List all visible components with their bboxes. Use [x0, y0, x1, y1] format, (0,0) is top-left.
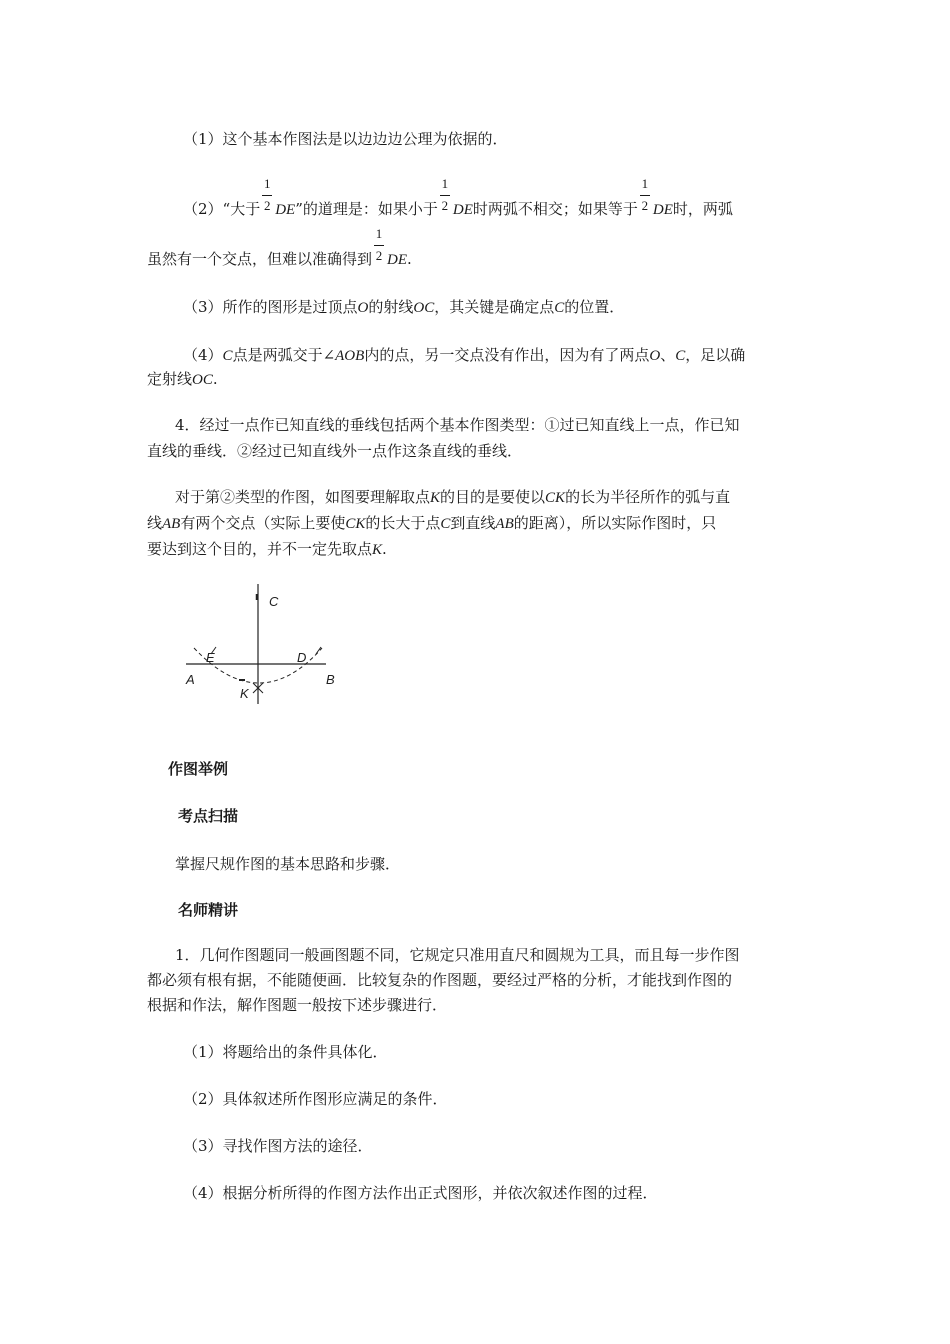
fraction-half: $\frac{1}{2}$: [641, 176, 649, 213]
fraction-half: $\frac{1}{2}$: [263, 176, 271, 213]
label-d: D: [297, 650, 307, 665]
paragraph-1: （1）这个基本作图法是以边边边公理为依据的．: [183, 130, 508, 148]
paragraph-3: （3）所作的图形是过顶点O的射线OC，其关键是确定点C的位置．: [183, 298, 625, 316]
heading-lecture: 名师精讲: [178, 901, 239, 919]
step-3: （3）寻找作图方法的途径．: [183, 1137, 373, 1155]
paragraph-7-line-1: 1．几何作图题同一般画图题不同，它规定只准用直尺和圆规为工具，而且每一步作图: [175, 946, 740, 964]
perpendicular-construction-figure: [180, 578, 350, 708]
step-1: （1）将题给出的条件具体化．: [183, 1043, 388, 1061]
label-b: B: [326, 672, 335, 687]
label-e: E: [206, 650, 215, 665]
paragraph-5-line-2: 直线的垂线．②经过已知直线外一点作这条直线的垂线．: [147, 442, 523, 460]
label-k: K: [240, 686, 249, 701]
paragraph-2-line-1: （2）“大于 $\frac{1}{2}$ DE”的道理是：如果小于 $\frac{1}{2}$ DE时两弧不相交；如果等于 $\frac{1}{2}$ DE时，两弧: [183, 198, 733, 221]
step-4: （4）根据分析所得的作图方法作出正式图形，并依次叙述作图的过程．: [183, 1184, 658, 1202]
paragraph-7-line-2: 都必须有根有据，不能随便画．比较复杂的作图题，要经过严格的分析，才能找到作图的: [147, 971, 733, 989]
step-2: （2）具体叙述所作图形应满足的条件．: [183, 1090, 448, 1108]
paragraph-6-line-2: 线AB有两个交点（实际上要使CK的长大于点C到直线AB的距离），所以实际作图时，只: [147, 514, 717, 532]
paragraph-4-line-1: （4）C点是两弧交于∠AOB内的点，另一交点没有作出，因为有了两点O、C，足以确: [183, 346, 746, 364]
paragraph-scan: 掌握尺规作图的基本思路和步骤．: [175, 855, 401, 873]
paragraph-6-line-1: 对于第②类型的作图，如图要理解取点K的目的是要使以CK的长为半径所作的弧与直: [175, 488, 731, 506]
paragraph-7-line-3: 根据和作法，解作图题一般按下述步骤进行．: [147, 996, 448, 1014]
label-a: A: [186, 672, 195, 687]
paragraph-4-line-2: 定射线OC.: [147, 370, 218, 388]
fraction-half: $\frac{1}{2}$: [375, 226, 383, 263]
paragraph-2-line-2: 虽然有一个交点，但难以准确得到 $\frac{1}{2}$ DE.: [147, 248, 412, 271]
label-c: C: [269, 594, 279, 609]
paragraph-6-line-3: 要达到这个目的，并不一定先取点K.: [147, 540, 387, 558]
paragraph-5-line-1: 4．经过一点作已知直线的垂线包括两个基本作图类型：①过已知直线上一点，作已知: [175, 416, 740, 434]
heading-scan: 考点扫描: [178, 807, 239, 825]
fraction-half: $\frac{1}{2}$: [441, 176, 449, 213]
heading-examples: 作图举例: [168, 760, 229, 778]
